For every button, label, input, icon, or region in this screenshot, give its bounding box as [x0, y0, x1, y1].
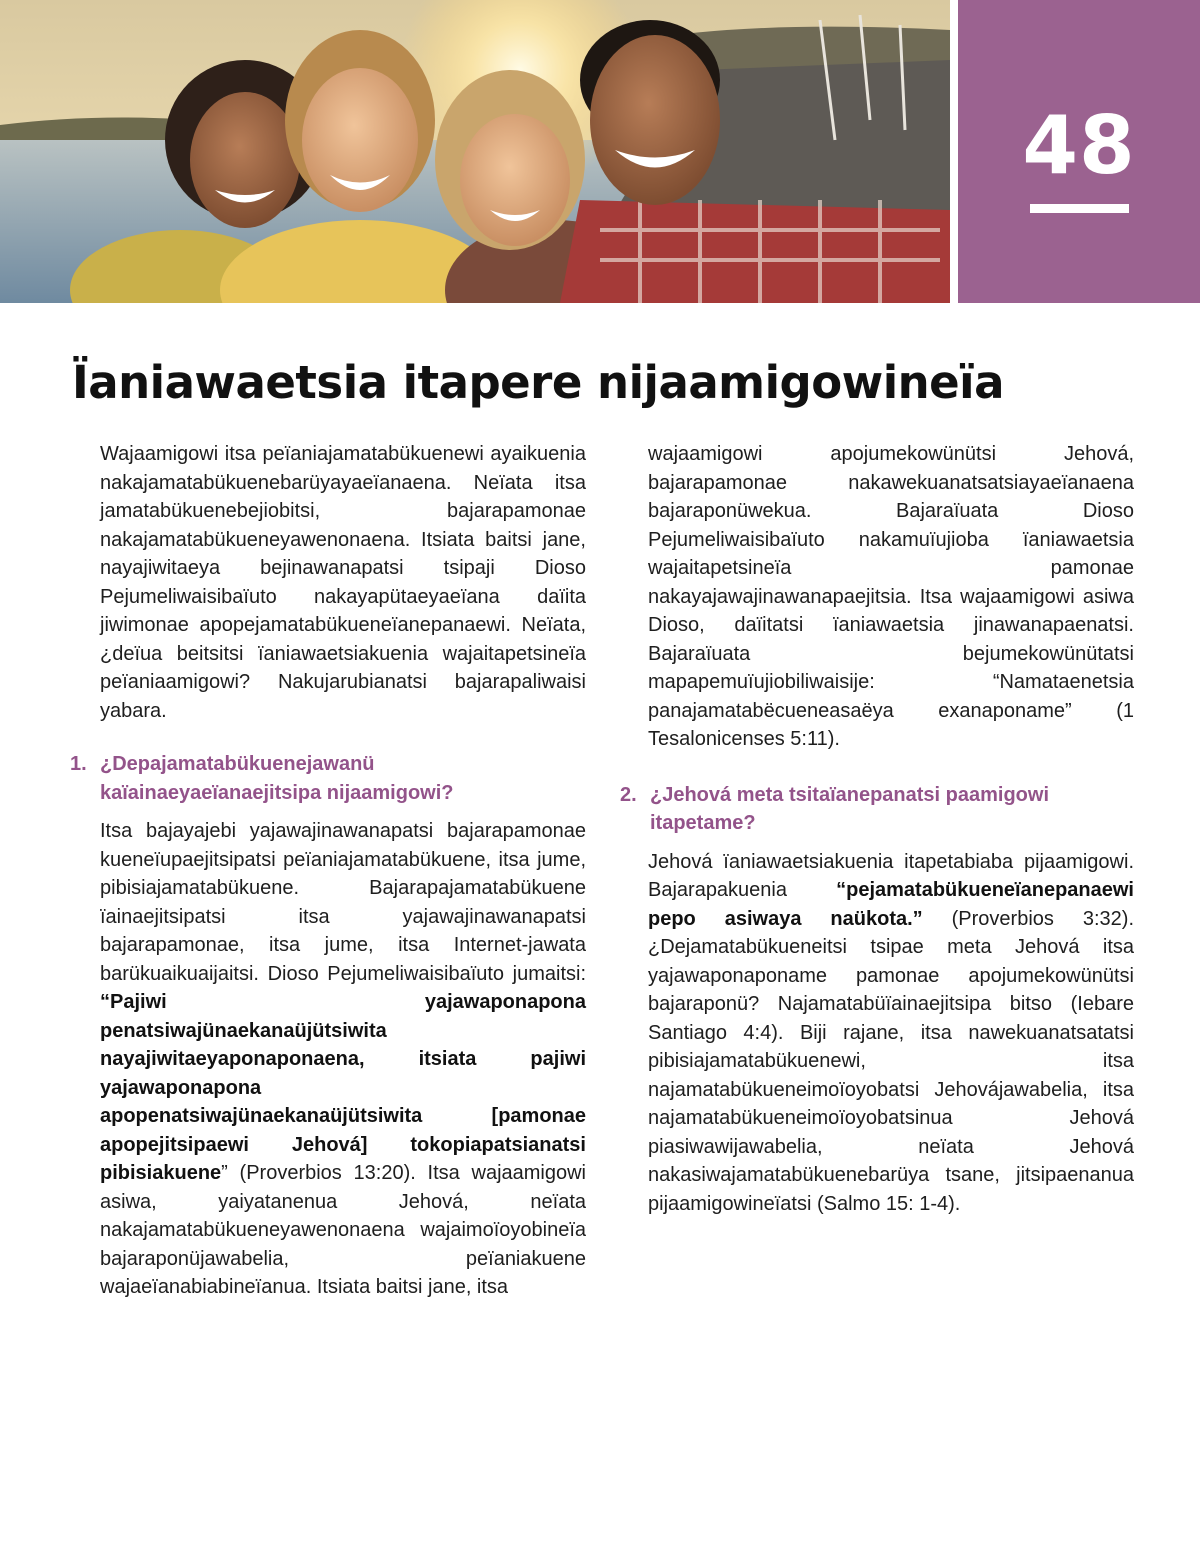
answer-2-text-a: Jehová ïaniawaetsiakuenia itapetabiaba pijaamigowi. Bajarapakuenia [648, 850, 1134, 901]
question-1-number: 1. [70, 753, 87, 775]
answer-1-text-b: ” (Proverbios 13:20). Itsa wajaamigowi asiwa, yaiyatanenua Jehová, neïata nakajamatabükueneyawenonaena wajaimoïoyobineïa bajaraponüjawabelia, peïaniakuene wajaeïanabiabineïanua. Itsiata baitsi jane, itsa [100, 1162, 586, 1298]
lesson-number: 48 [1022, 99, 1136, 192]
page-title: Ïaniawaetsia itapere nijaamigowineïa [72, 356, 1004, 409]
left-column [70, 440, 586, 1302]
friends-selfie-image [0, 0, 950, 303]
intro-paragraph: Wajaamigowi itsa peïaniajamatabükuenewi ayaikuenia nakajamatabükuenebarüyayaeïanaena. Neïata itsa jamatabükuenebejiobitsi, bajarapamonae nakajamatabükueneyawenonaena. Itsiata baitsi jane, nayajiwitaeya bejinawanapatsi tsipaji Dioso Pejumeliwaisibaïuto nakayapütaeyaeïana daïita jiwimonae apopejamatabükueneïanepanaewi. Neïata, ¿deïua beitsitsi ïaniawaetsiakuenia wajaitapetsineïa peïaniaamigowi? Nakujarubianatsi bajarapaliwaisi yabara. [100, 443, 586, 722]
answer-1-quote: “Pajiwi yajawaponapona penatsiwajünaekanaüjütsiwita nayajiwitaeyaponaponaena, itsiata pajiwi yajawaponapona apopenatsiwajünaekanaüjütsiwita [pamonae apopejitsipaewi Jehová] tokopiapatsianatsi pibisiakuene [100, 991, 586, 1184]
right-column [620, 440, 1134, 1218]
question-2-text: ¿Jehová meta tsitaïanepanatsi paamigowi itapetame? [650, 783, 1050, 834]
question-1-text: ¿Depajamatabükuenejawanü kaïainaeyaeïanaejitsipa nijaamigowi? [100, 753, 454, 804]
question-2-heading [620, 781, 1134, 838]
answer-2-quote: “pejamatabükueneïanepanaewi pepo asiwaya naükota.” [648, 879, 1134, 930]
question-2-number: 2. [620, 783, 637, 806]
answer-2-text-b: (Proverbios 3:32). ¿Dejamatabükueneitsi tsipae meta Jehová itsa yajawaponaponame pamonae apojumekowünütsi bajaraponü? Najamatabüïainaejitsipa bitso (Iebare Santiago 4:4). Biji rajane, itsa nawekuanatsatatsi pibisiajamatabükuenewi, itsa najamatabükueneimoïoyobatsi Jehovájawabelia, itsa najamatabükueneimoïoyobatsinua Jehová piasiwawijawabelia, neïata Jehová nakasiwajamatabükuenebarüya tsane, jitsipaenanua pijaamigowineïatsi (Salmo 15: 1-4). [648, 907, 1134, 1215]
answer-1-continuation: wajaamigowi apojumekowünütsi Jehová, bajarapamonae nakawekuanatsatsiayaeïanaena bajaraponüwekua. Bajaraïuata Dioso Pejumeliwaisibaïuto nakamuïujioba ïaniawaetsia wajaitapetsineïa pamonae nakayajawajinawanapaejitsia. Itsa wajaamigowi asiwa Dioso, daïitatsi ïaniawaetsia jinawanapaenatsi. Bajaraïuata bejumekowünütatsi mapapemuïujiobiliwaisije: “Namataenetsia panajamatabëcueneasaëya exanaponame” (1 Tesalonicenses 5:11). [648, 443, 1134, 750]
answer-1-paragraph [70, 817, 586, 1302]
question-1-heading [70, 750, 586, 807]
answer-2-paragraph [620, 848, 1134, 1219]
lesson-number-box [958, 0, 1200, 303]
hero-photo [0, 0, 950, 303]
lesson-number-underline [1030, 204, 1129, 213]
answer-1-text-a: Itsa bajayajebi yajawajinawanapatsi bajarapamonae kueneïupaejitsipatsi peïaniajamatabükuene, itsa jume, pibisiajamatabükuene. Bajarapajamatabükuene ïainaejitsipatsi itsa yajawajinawanapatsi bajarapamonae, itsa jume, itsa Internet-jawata barükuaikuaijaitsi. Dioso Pejumeliwaisibaïuto jumaitsi: [100, 820, 586, 985]
